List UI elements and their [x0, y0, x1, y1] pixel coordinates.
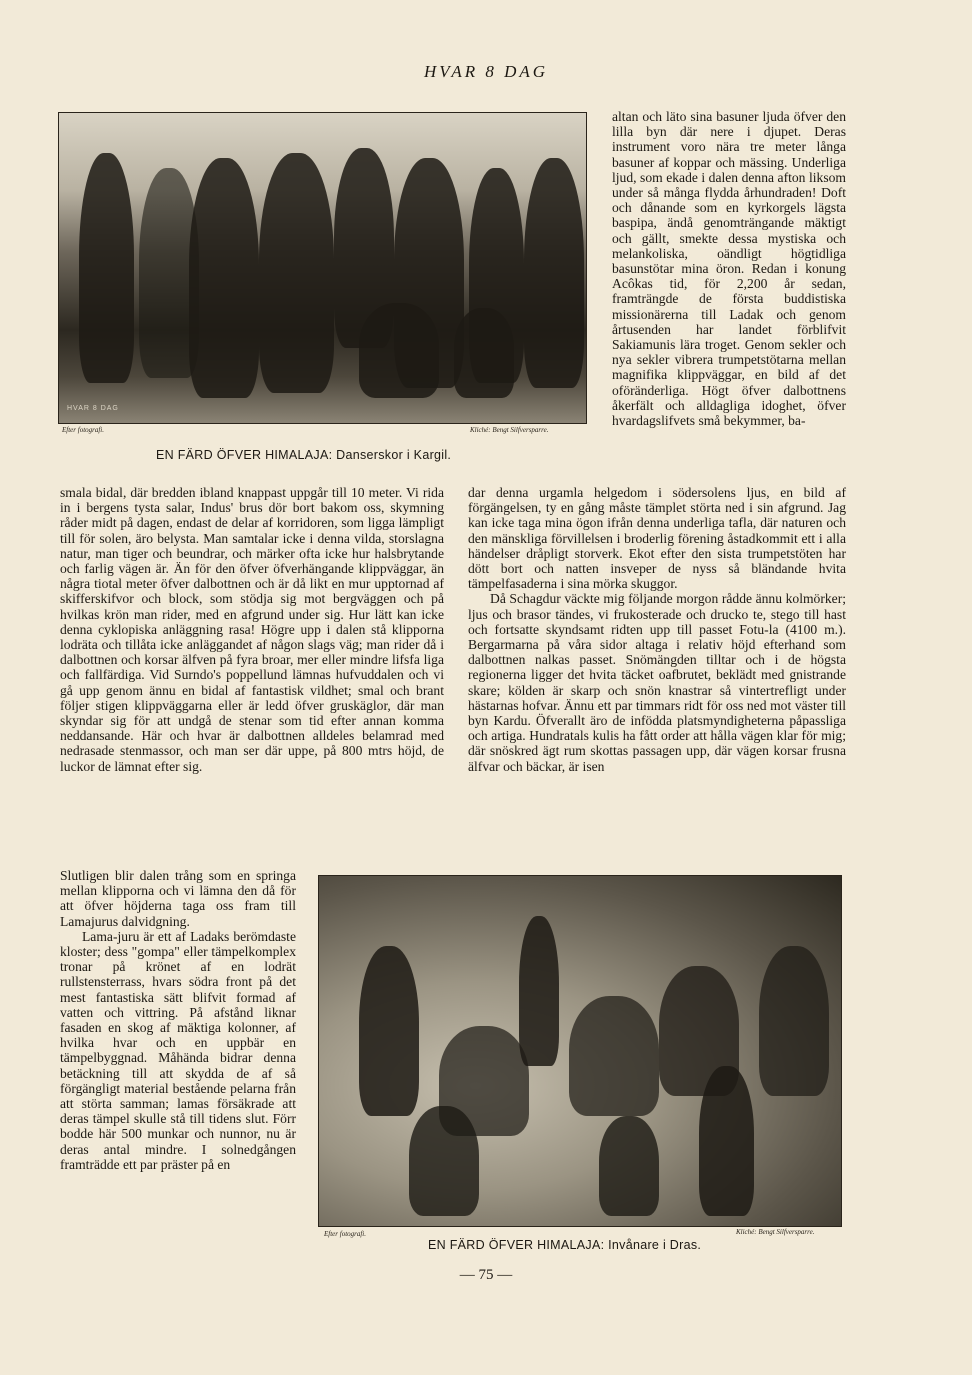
- page-header: HVAR 8 DAG: [423, 62, 549, 81]
- page-number: — 75 —: [459, 1267, 513, 1283]
- text-column-right-top: [612, 109, 846, 428]
- photo-credit-right: Kliché: Bengt Silfversparre.: [470, 426, 549, 434]
- paragraph: smala bidal, där bredden ibland knappast uppgår till 10 meter. Vi rida in i bergens tysta salar, Indus' brus dör bort bakom oss, skymning råder midt på dagen, endast de delar af korridoren, som ligga lämpligt till för solen, äro belysta. Man samtalar icke i denna vilda, storslagna natur, man tiger och beundrar, och märker ofta icke hur halsbrytande och farlig vägen är. Än för den öfver öfverhängande klippväggar, än några tiotal meter öfver dalbottnen och är då likt en mur upptornad af skifferskifvor och block, som stödja sig mot bergväggen och på hvilkas krön man rider, med en afgrund under sig. Hur lätt kan icke denna cyklopiska anläggning rasa! Högre upp i dalen stå klipporna lodräta och tillåta icke anläggandet af någon slags väg; man rider då i dalbottnen och korsar älfven på fyra broar, mer eller mindre lifsfa liga och fallfärdiga. Vid Surndo's poppellund lämnas hufvuddalen och vi gå upp genom ännu en bidal af fantastisk vildhet; smal och brant följer stigen klippväggarna eller är ledd öfver gruskäglor, där man skyndar sig för att undgå de stenar som tid efter annan komma neddansande. Här och hvar är dalbottnen alldeles belamrad med nedrasade stenmassor, och man ser där uppe, på 800 mtrs höjd, de luckor de lämnat efter sig.: [60, 485, 444, 774]
- paragraph: Slutligen blir dalen trång som en springa mellan klipporna och vi lämna den då för att öfver höjderna taga oss fram till Lamajurus dalvidgning.: [60, 868, 296, 929]
- photo-watermark: HVAR 8 DAG: [67, 405, 119, 412]
- caption-figure-1: EN FÄRD ÖFVER HIMALAJA: Danserskor i Kargil.: [156, 448, 452, 462]
- text-column-left-mid: [60, 485, 444, 774]
- caption-figure-2: EN FÄRD ÖFVER HIMALAJA: Invånare i Dras.: [428, 1238, 702, 1252]
- paragraph: Då Schagdur väckte mig följande morgon rådde ännu kolmörker; ljus och brasor tändes, vi frukosterade och drucko te, stego till hast och fortsatte skyndsamt ridten upp till passet Fotu-la (4100 m.). Bergarmarna på våra sidor altaga i relativ höjd efterhand som dalbottnen nalkas passet. Snömängden tilltar och i de högsta regionerna ligger det hvita täcket oafbrutet, beklädt med gnistrande skare; kölden är skarp och snön knastrar så vintertrefligt under hästarnas hofvar. Ännu ett par timmars ridt för oss ned mot väster till byn Kardu. Öfverallt äro de infödda platsmyndigheterna påpassliga och artiga. Hundratals kulis ha fått order att hålla vägen klar för mig; där snöskred ägt rum skottas passagen upp, där vägen korsar frusna älfvar och bäckar, är isen: [468, 591, 846, 774]
- paragraph: altan och läto sina basuner ljuda öfver den lilla byn där nere i djupet. Deras instrument voro nära tre meter långa basuner af koppar och mässing. Underliga ljud, som ekade i dalen denna afton liksom under så många flydda århundraden! Doft och dånande som en kyrkorgels lägsta baspipa, ändå genomträngande mäktigt och gällt, smekte dessa mystiska och melankoliska, oändligt högtidliga basunstötar mina öron. Redan i konung Acôkas tid, för 2,200 år sedan, framträngde de första buddistiska missionärerna till Ladak och genom årtusenden har landet förblifvit Sakiamunis lära troget. Genom sekler och nya sekler vibrera trumpetstötarna mellan magnifika klippväggar, en bild af det oföränderliga. Högt öfver dalbottnens åkerfält och alldagliga idoghet, öfver hvardagslifvets små bekymmer, ba-: [612, 109, 846, 429]
- photo-credit-left: Efter fotografi.: [62, 426, 104, 434]
- photo-inhabitants-dras: [318, 875, 842, 1227]
- paragraph: Lama-juru är ett af Ladaks berömdaste kloster; dess "gompa" eller tämpelkomplex tronar på krönet af en lodrät rullstensterrass, hvars södra front på det mest fantastiska sätt blifvit formad af vatten och vittring. På afstånd liknar fasaden en skog af mäktiga kolonner, af hvilka hvar och en uppbär en tämpelbyggnad. Måhända bidrar denna betäckning till att skydda de af så förgängligt material bestående pelarna från att störta samman; lamas försäkrade att deras tämpel skulle stå till tidens slut. Förr bodde här 500 munkar och nunnor, nu är deras antal mindre. I solnedgången framträdde ett par präster på en: [60, 928, 296, 1172]
- photo-credit-left-2: Efter fotografi.: [324, 1230, 366, 1238]
- text-column-left-bottom: [60, 868, 296, 1172]
- photo-dancers-kargil: [58, 112, 587, 424]
- photo-credit-right-2: Kliché: Bengt Silfversparre.: [736, 1228, 815, 1236]
- text-column-right-mid: [468, 485, 846, 774]
- paragraph: dar denna urgamla helgedom i södersolens ljus, en bild af förgängelsen, ty en gång måste tämplet störta ned i sin afgrund. Jag kan icke taga mina ögon ifrån denna underliga tafla, där naturen och den mänskliga förvillelsen i broderlig förening åstadkommit ett i alla händelser dråpligt storverk. Ekot efter den sista trumpetstöten har dött bort och natten insveper de nyss så bländande hvita tämpelfasaderna i sina mörka skuggor.: [468, 485, 846, 592]
